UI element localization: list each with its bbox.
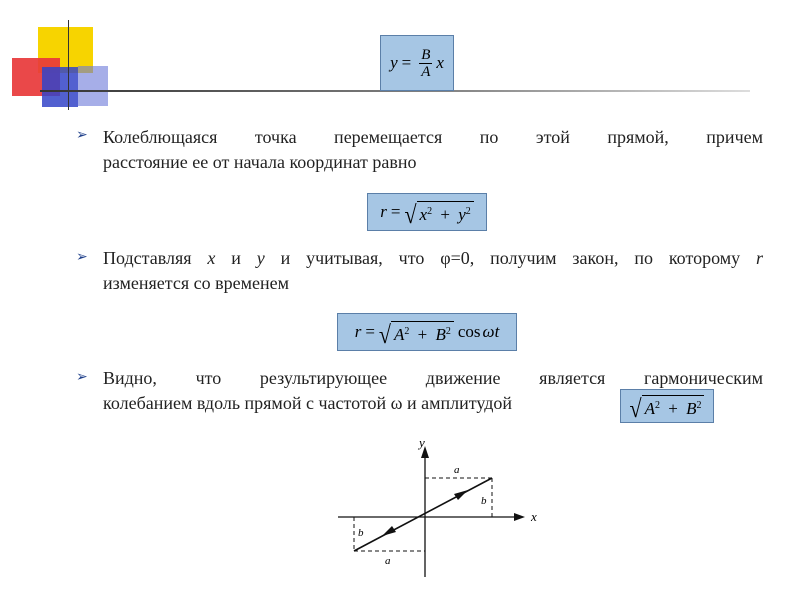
y-axis-label: y: [419, 435, 425, 450]
formula-r: r: [354, 322, 362, 341]
paragraph-3-line1: Видно, что результирующее движение является гармоническим: [103, 368, 763, 388]
paragraph-2: [103, 246, 763, 296]
bullet-arrow-icon: ➢: [76, 369, 88, 385]
paragraph-1-line2: расстояние ее от начала координат равно: [103, 152, 417, 172]
plus-sign: +: [417, 325, 428, 344]
label-a-top: a: [454, 464, 460, 476]
sqrt-icon: √ $x^2 + y^2$: [404, 199, 473, 225]
oscillation-diagram: [330, 432, 550, 577]
formula-radius: [367, 193, 487, 231]
exponent: 2: [445, 326, 451, 337]
formula-r: r: [380, 202, 387, 221]
formula-eq: =: [365, 322, 375, 341]
formula-eq: =: [390, 202, 401, 221]
paragraph-1: [103, 125, 763, 175]
exponent: 2: [427, 206, 433, 217]
decor-vertical-line: [68, 20, 69, 110]
p2-var-r: r: [755, 248, 763, 268]
fraction-denominator: A: [421, 63, 431, 80]
sqrt-icon: √ $A^2 + B^2$: [630, 393, 705, 419]
paragraph-2-line2: изменяется со временем: [103, 273, 289, 293]
radicand-x: x: [419, 205, 428, 224]
p2-var-y: y: [256, 248, 265, 268]
x-axis-label: x: [531, 509, 537, 524]
decor-blue-light-square: [78, 66, 108, 106]
formula-line-equation: [380, 35, 454, 91]
sqrt-icon: √ $A^2 + B^2$: [379, 319, 454, 345]
label-a-bottom: a: [385, 555, 391, 567]
trajectory-line: [354, 478, 492, 551]
paragraph-1-line1: Колеблющаяся точка перемещается по этой прямой, причем: [103, 127, 763, 147]
exponent: 2: [654, 400, 660, 411]
cos-label: cos: [457, 322, 481, 341]
radicand-a: A: [644, 399, 655, 418]
fraction-numerator: B: [421, 46, 431, 63]
formula-fraction: [419, 47, 432, 80]
exponent: 2: [465, 206, 471, 217]
p2-text-a: Подставляя: [103, 248, 208, 268]
trajectory-arrow-up-icon: [454, 490, 468, 500]
formula-y: y: [390, 53, 398, 72]
bullet-arrow-icon: ➢: [76, 249, 88, 265]
exponent: 2: [404, 326, 410, 337]
formula-eq: =: [401, 53, 412, 72]
formula-t: t: [494, 322, 500, 341]
label-b-left: b: [358, 527, 364, 539]
paragraph-3-line2: колебанием вдоль прямой с частотой ω и амплитудой: [103, 393, 513, 413]
p2-text-c: и учитывая, что φ=0, получим закон, по которому: [264, 248, 756, 268]
p2-var-x: x: [207, 248, 216, 268]
trajectory-arrow-down-icon: [382, 526, 396, 536]
x-axis-arrow-icon: [514, 513, 525, 521]
decor-blue-square: [42, 67, 78, 107]
label-b-right: b: [481, 495, 487, 507]
radicand-a: A: [394, 325, 405, 344]
radicand-b: B: [435, 325, 446, 344]
omega-symbol: ω: [482, 322, 495, 341]
radicand-y: y: [458, 205, 466, 224]
plus-sign: +: [668, 399, 678, 418]
exponent: 2: [696, 400, 702, 411]
plus-sign: +: [440, 205, 450, 224]
bullet-arrow-icon: ➢: [76, 127, 88, 143]
p2-text-b: и: [215, 248, 257, 268]
formula-x: x: [436, 53, 444, 72]
radicand-b: B: [686, 399, 697, 418]
formula-motion-law: [337, 313, 517, 351]
paragraph-2-line1: [103, 246, 763, 271]
formula-amplitude: [620, 389, 714, 423]
